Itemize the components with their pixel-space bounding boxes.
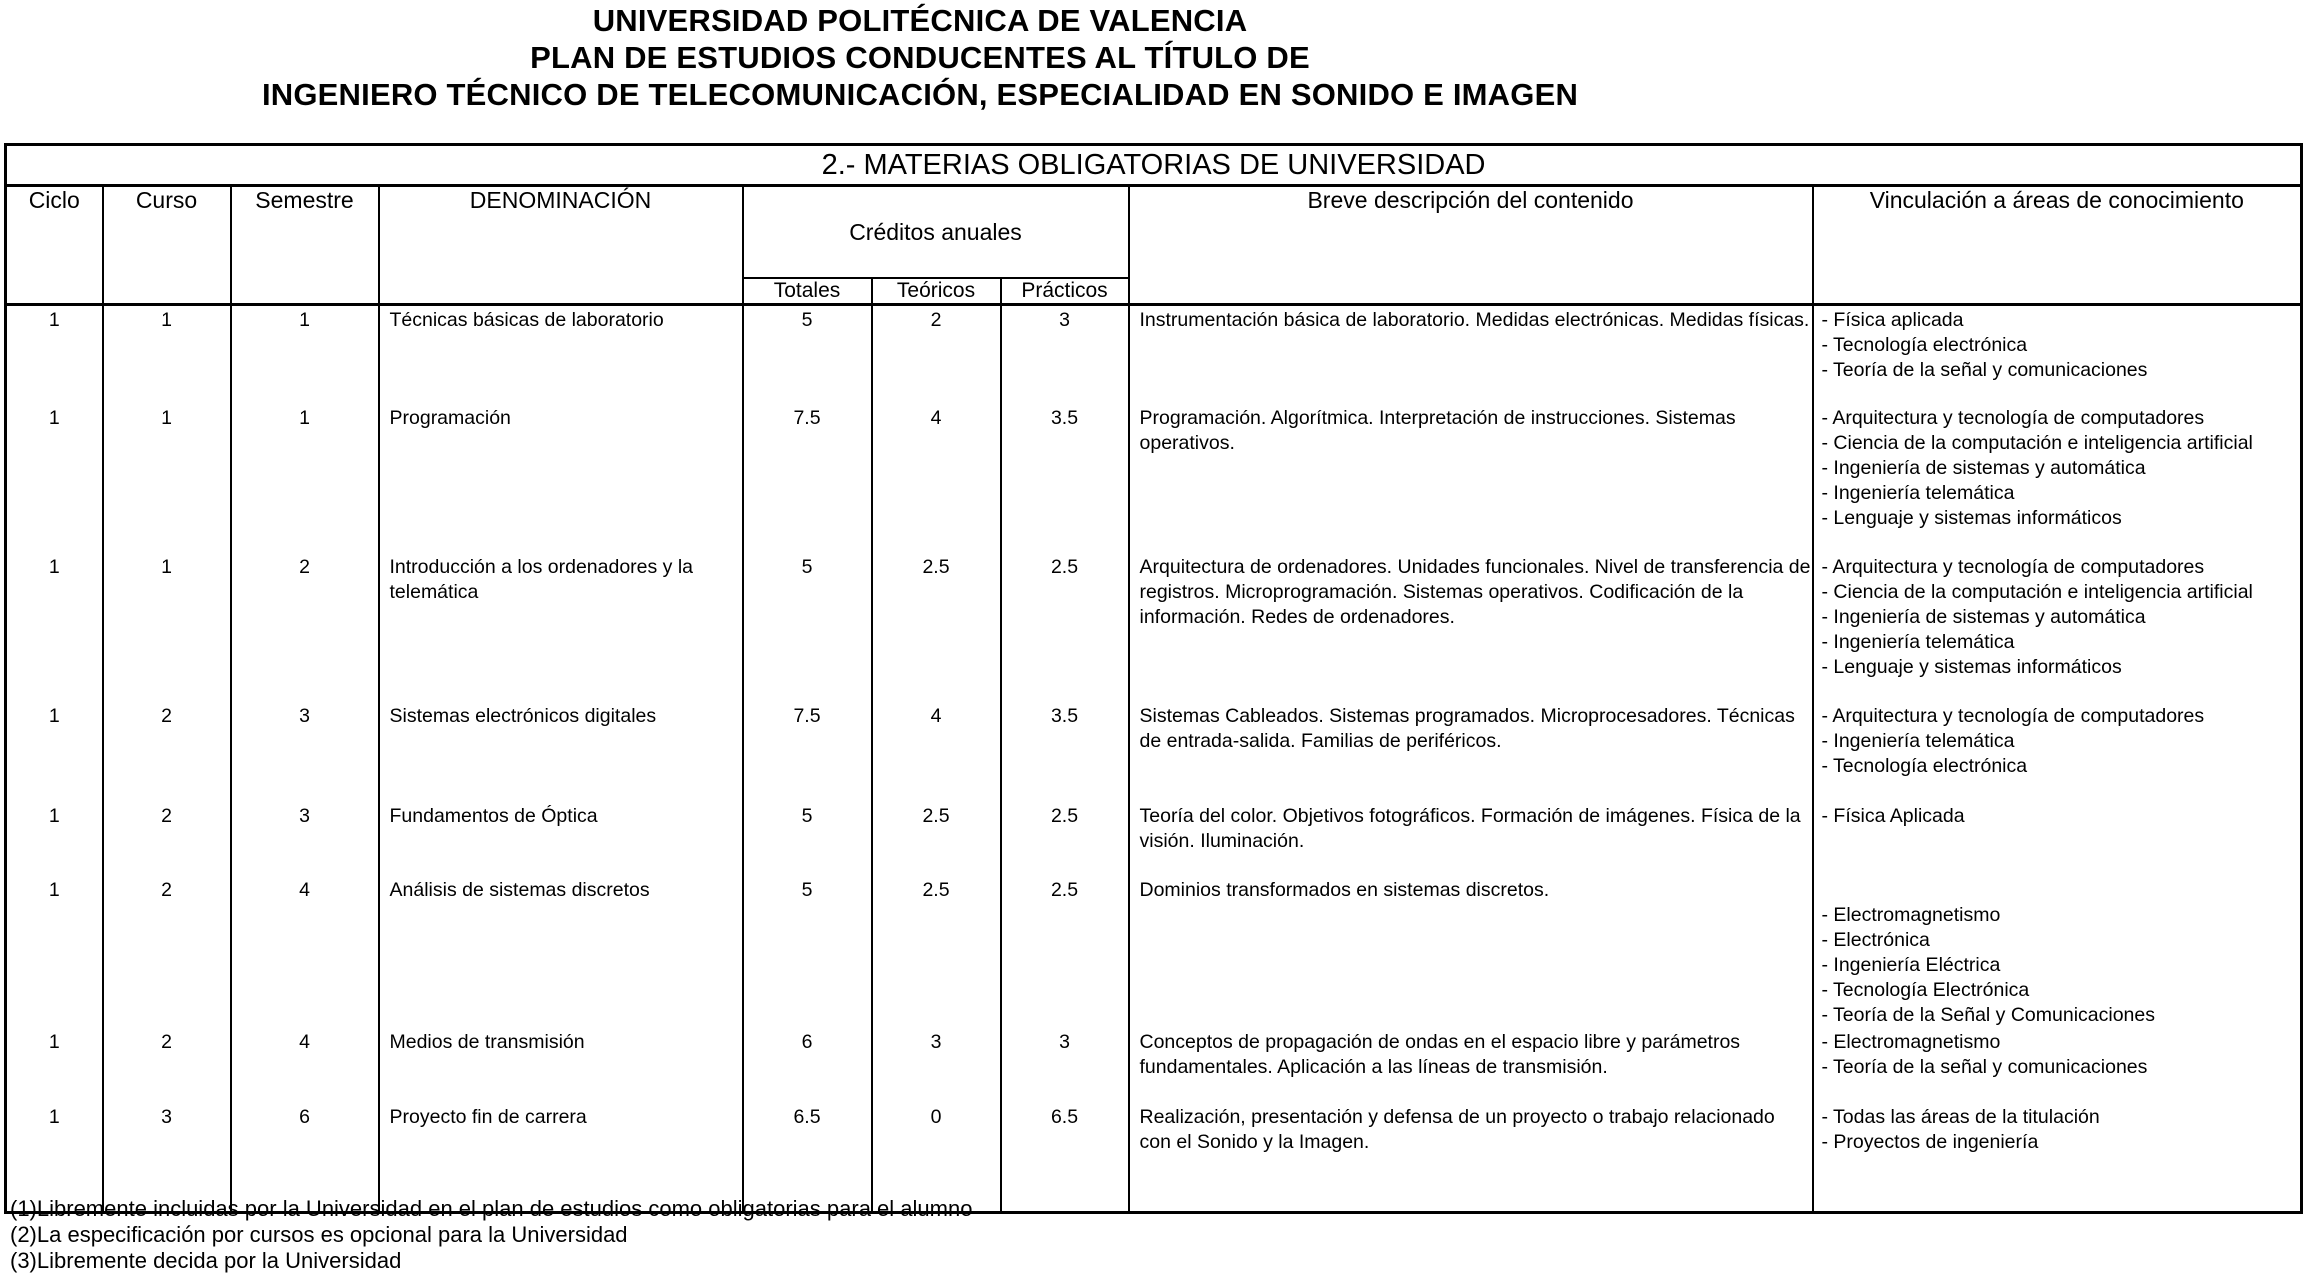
cell-totales: 7.5: [743, 404, 872, 553]
area-item: - Ingeniería telemática: [1821, 729, 2015, 752]
area-item: - Ingeniería Eléctrica: [1821, 953, 2001, 976]
area-item: - Tecnología electrónica: [1821, 334, 2028, 356]
cell-descripcion: Sistemas Cableados. Sistemas programados. Microprocesadores. Técnicas de entrada-salida. Familias de periféricos.: [1129, 702, 1813, 802]
cell-denominacion: Sistemas electrónicos digitales: [379, 702, 743, 802]
cell-vinculacion: [1813, 876, 2302, 1028]
area-item: - Teoría de la Señal y Comunicaciones: [1821, 1003, 2155, 1026]
cell-totales: 7.5: [743, 702, 872, 802]
cell-curso: 1: [103, 305, 231, 404]
cell-descripcion: Conceptos de propagación de ondas en el espacio libre y parámetros fundamentales. Aplicación a las líneas de transmisión.: [1129, 1028, 1813, 1103]
cell-semestre: 1: [231, 305, 379, 404]
cell-teoricos: 4: [872, 702, 1001, 802]
cell-descripcion: Dominios transformados en sistemas discretos.: [1129, 876, 1813, 1028]
area-item: - Tecnología electrónica: [1821, 754, 2028, 777]
cell-denominacion: Técnicas básicas de laboratorio: [379, 305, 743, 404]
cell-practicos: 2.5: [1001, 876, 1129, 1028]
cell-semestre: 2: [231, 553, 379, 702]
cell-teoricos: 2.5: [872, 802, 1001, 876]
footnote-3: (3)Libremente decida por la Universidad: [10, 1248, 402, 1273]
document-header: [0, 0, 1840, 113]
area-item: - Arquitectura y tecnología de computadores: [1821, 555, 2205, 578]
cell-practicos: 3: [1001, 305, 1129, 404]
table-row: [6, 404, 2302, 553]
cell-semestre: 3: [231, 702, 379, 802]
cell-teoricos: 3: [872, 1028, 1001, 1103]
col-header-teoricos: Teóricos: [872, 278, 1001, 305]
cell-curso: 1: [103, 404, 231, 553]
area-item: - Electromagnetismo: [1821, 1030, 2001, 1053]
cell-practicos: 3: [1001, 1028, 1129, 1103]
area-item: - Ingeniería telemática: [1821, 481, 2015, 504]
cell-descripcion: Arquitectura de ordenadores. Unidades funcionales. Nivel de transferencia de registros. Microprogramación. Sistemas operativos. Codificación de la información. Redes de ordenadores.: [1129, 553, 1813, 702]
degree-title: INGENIERO TÉCNICO DE TELECOMUNICACIÓN, ESPECIALIDAD EN SONIDO E IMAGEN: [261, 77, 1579, 112]
footnote-2: (2)La especificación por cursos es opcional para la Universidad: [10, 1222, 628, 1247]
plan-title: PLAN DE ESTUDIOS CONDUCENTES AL TÍTULO DE: [530, 40, 1310, 75]
cell-vinculacion: [1813, 305, 2302, 404]
cell-totales: 5: [743, 553, 872, 702]
col-header-denominacion: DENOMINACIÓN: [379, 186, 743, 305]
col-header-semestre: Semestre: [231, 186, 379, 305]
area-item: - Física aplicada: [1821, 309, 1964, 331]
cell-ciclo: 1: [6, 305, 103, 404]
cell-totales: 5: [743, 305, 872, 404]
col-header-curso: Curso: [103, 186, 231, 305]
area-item: - Ciencia de la computación e inteligencia artificial: [1821, 580, 2253, 603]
area-item: - Teoría de la señal y comunicaciones: [1821, 359, 2148, 381]
area-item: - Lenguaje y sistemas informáticos: [1821, 506, 2122, 529]
cell-teoricos: 2: [872, 305, 1001, 404]
area-item: - Todas las áreas de la titulación: [1821, 1105, 2100, 1128]
cell-ciclo: 1: [6, 876, 103, 1028]
cell-curso: 1: [103, 553, 231, 702]
cell-denominacion: Análisis de sistemas discretos: [379, 876, 743, 1028]
area-item: - Proyectos de ingeniería: [1821, 1130, 2039, 1153]
cell-descripcion: Instrumentación básica de laboratorio. Medidas electrónicas. Medidas físicas.: [1129, 305, 1813, 404]
cell-denominacion: Proyecto fin de carrera: [379, 1103, 743, 1213]
cell-descripcion: Realización, presentación y defensa de un proyecto o trabajo relacionado con el Sonido y la Imagen.: [1129, 1103, 1813, 1213]
col-header-practicos: Prácticos: [1001, 278, 1129, 305]
table-row: [6, 1028, 2302, 1103]
cell-ciclo: 1: [6, 553, 103, 702]
footnotes: [10, 1196, 972, 1274]
cell-totales: 6: [743, 1028, 872, 1103]
col-header-vinculacion: Vinculación a áreas de conocimiento: [1813, 186, 2302, 305]
cell-curso: 2: [103, 802, 231, 876]
cell-teoricos: 2.5: [872, 876, 1001, 1028]
cell-vinculacion: [1813, 1103, 2302, 1213]
area-item: - Lenguaje y sistemas informáticos: [1821, 655, 2122, 678]
table-row: [6, 702, 2302, 802]
cell-ciclo: 1: [6, 802, 103, 876]
area-item: - Ciencia de la computación e inteligencia artificial: [1821, 431, 2253, 454]
cell-teoricos: 0: [872, 1103, 1001, 1213]
cell-totales: 5: [743, 802, 872, 876]
cell-teoricos: 2.5: [872, 553, 1001, 702]
cell-ciclo: 1: [6, 702, 103, 802]
section-title: 2.- MATERIAS OBLIGATORIAS DE UNIVERSIDAD: [6, 145, 2302, 186]
area-item: - Física Aplicada: [1821, 804, 1965, 827]
cell-totales: 5: [743, 876, 872, 1028]
cell-semestre: 4: [231, 876, 379, 1028]
table-row: [6, 802, 2302, 876]
subjects-table: [4, 143, 2303, 1214]
col-header-creditos: Créditos anuales: [743, 186, 1129, 279]
cell-descripcion: Teoría del color. Objetivos fotográficos. Formación de imágenes. Física de la visión. Iluminación.: [1129, 802, 1813, 876]
area-item: - Ingeniería telemática: [1821, 630, 2015, 653]
cell-practicos: 3.5: [1001, 702, 1129, 802]
col-header-totales: Totales: [743, 278, 872, 305]
table-body: [6, 305, 2302, 1213]
area-item: - Electromagnetismo: [1821, 903, 2001, 926]
cell-ciclo: 1: [6, 1103, 103, 1213]
cell-semestre: 6: [231, 1103, 379, 1213]
cell-curso: 3: [103, 1103, 231, 1213]
area-item: - Ingeniería de sistemas y automática: [1821, 456, 2146, 479]
cell-curso: 2: [103, 876, 231, 1028]
cell-vinculacion: [1813, 553, 2302, 702]
area-item: - Tecnología Electrónica: [1821, 978, 2030, 1001]
col-header-descripcion: Breve descripción del contenido: [1129, 186, 1813, 305]
cell-vinculacion: [1813, 702, 2302, 802]
cell-ciclo: 1: [6, 404, 103, 553]
cell-denominacion: Medios de transmisión: [379, 1028, 743, 1103]
cell-vinculacion: [1813, 404, 2302, 553]
cell-curso: 2: [103, 1028, 231, 1103]
cell-vinculacion: [1813, 1028, 2302, 1103]
university-title: UNIVERSIDAD POLITÉCNICA DE VALENCIA: [592, 3, 1248, 38]
area-item: - Arquitectura y tecnología de computadores: [1821, 704, 2205, 727]
cell-teoricos: 4: [872, 404, 1001, 553]
cell-practicos: 3.5: [1001, 404, 1129, 553]
table-row: [6, 553, 2302, 702]
cell-practicos: 6.5: [1001, 1103, 1129, 1213]
cell-practicos: 2.5: [1001, 553, 1129, 702]
cell-denominacion: Programación: [379, 404, 743, 553]
cell-semestre: 3: [231, 802, 379, 876]
col-header-ciclo: Ciclo: [6, 186, 103, 305]
cell-totales: 6.5: [743, 1103, 872, 1213]
table-row: [6, 305, 2302, 404]
area-item: - Arquitectura y tecnología de computadores: [1821, 406, 2205, 429]
cell-ciclo: 1: [6, 1028, 103, 1103]
cell-denominacion: Introducción a los ordenadores y la telemática: [379, 553, 743, 702]
area-item: - Teoría de la señal y comunicaciones: [1821, 1055, 2148, 1078]
area-item: - Ingeniería de sistemas y automática: [1821, 605, 2146, 628]
cell-descripcion: Programación. Algorítmica. Interpretación de instrucciones. Sistemas operativos.: [1129, 404, 1813, 553]
cell-vinculacion: [1813, 802, 2302, 876]
cell-practicos: 2.5: [1001, 802, 1129, 876]
cell-semestre: 1: [231, 404, 379, 553]
footnote-1: (1)Libremente incluidas por la Universidad en el plan de estudios como obligatorias para el alumno: [10, 1196, 973, 1221]
table-row: [6, 876, 2302, 1028]
cell-denominacion: Fundamentos de Óptica: [379, 802, 743, 876]
area-item: - Electrónica: [1821, 928, 1930, 951]
cell-semestre: 4: [231, 1028, 379, 1103]
cell-curso: 2: [103, 702, 231, 802]
